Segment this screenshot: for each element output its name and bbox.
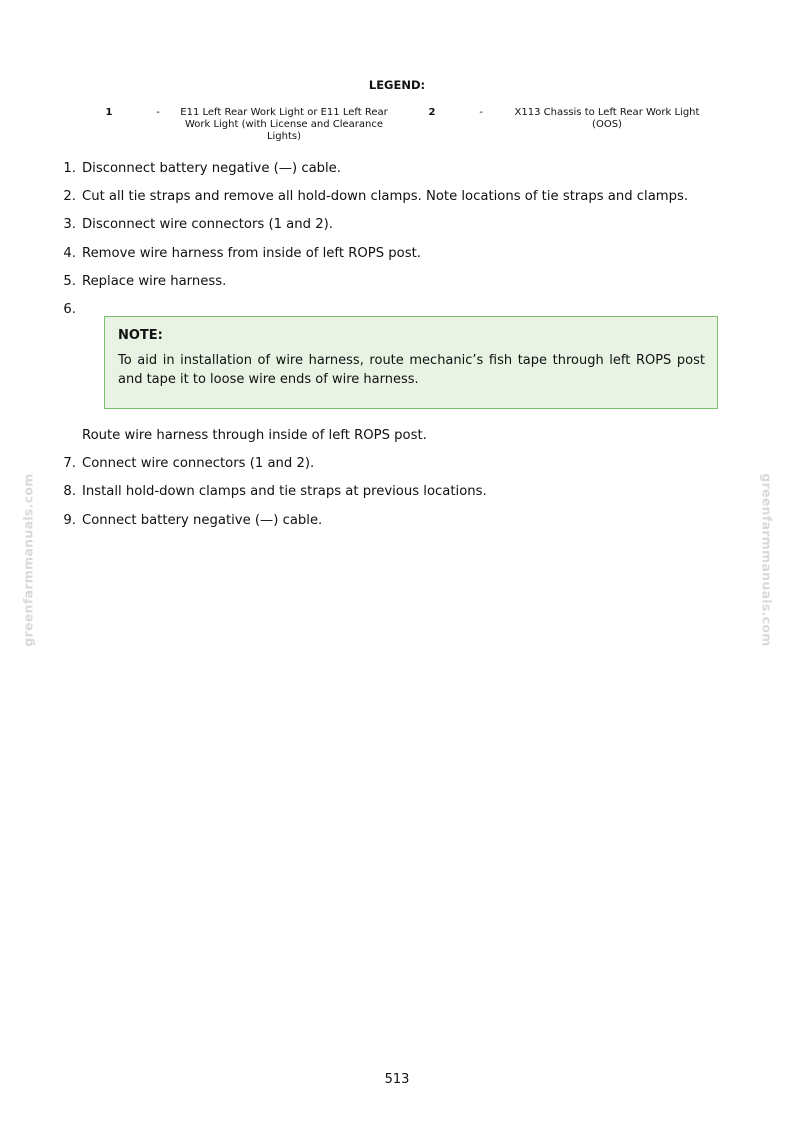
- legend-item-2-dash: -: [479, 107, 483, 118]
- legend-item-2-text: X113 Chassis to Left Rear Work Light (OOS): [514, 107, 700, 130]
- watermark-right: greenfarmmanuals.com: [759, 473, 775, 647]
- legend-row: [0, 107, 794, 147]
- legend-item-1-text: E11 Left Rear Work Light or E11 Left Rear Work Light (with License and Clearance Lights): [180, 107, 388, 142]
- step-text: Connect wire connectors (1 and 2).: [82, 456, 315, 471]
- step-text: Connect battery negative (—) cable.: [82, 513, 323, 528]
- step-number: 9.: [63, 513, 76, 528]
- step-number: 8.: [63, 484, 76, 499]
- legend-title: LEGEND:: [368, 78, 426, 92]
- step-text: Cut all tie straps and remove all hold-down clamps. Note locations of tie straps and clamps.: [82, 189, 689, 204]
- note-body: To aid in installation of wire harness, route mechanic’s fish tape through left ROPS post and tape it to loose wire ends of wire harness.: [118, 353, 705, 387]
- step-text: Remove wire harness from inside of left ROPS post.: [82, 246, 421, 261]
- step-text: Disconnect battery negative (—) cable.: [82, 161, 341, 176]
- step-number: 1.: [63, 161, 76, 176]
- note-box: [104, 316, 718, 409]
- step-number: 3.: [63, 217, 76, 232]
- page-number: 513: [384, 1072, 410, 1087]
- step-text: Disconnect wire connectors (1 and 2).: [82, 217, 333, 232]
- legend-item-1-number: 1: [105, 107, 113, 118]
- step-text: Install hold-down clamps and tie straps at previous locations.: [82, 484, 487, 499]
- step-number: 4.: [63, 246, 76, 261]
- watermark-left: greenfarmmanuals.com: [20, 473, 36, 647]
- step-text: Replace wire harness.: [82, 274, 227, 289]
- step-number: 5.: [63, 274, 76, 289]
- legend-item-1-dash: -: [156, 107, 160, 118]
- legend-item-2-number: 2: [428, 107, 436, 118]
- step-number: 7.: [63, 456, 76, 471]
- note-title: NOTE:: [118, 328, 163, 343]
- step-6-text: Route wire harness through inside of left ROPS post.: [82, 428, 427, 443]
- step-number: 6.: [63, 302, 76, 317]
- step-number: 2.: [63, 189, 76, 204]
